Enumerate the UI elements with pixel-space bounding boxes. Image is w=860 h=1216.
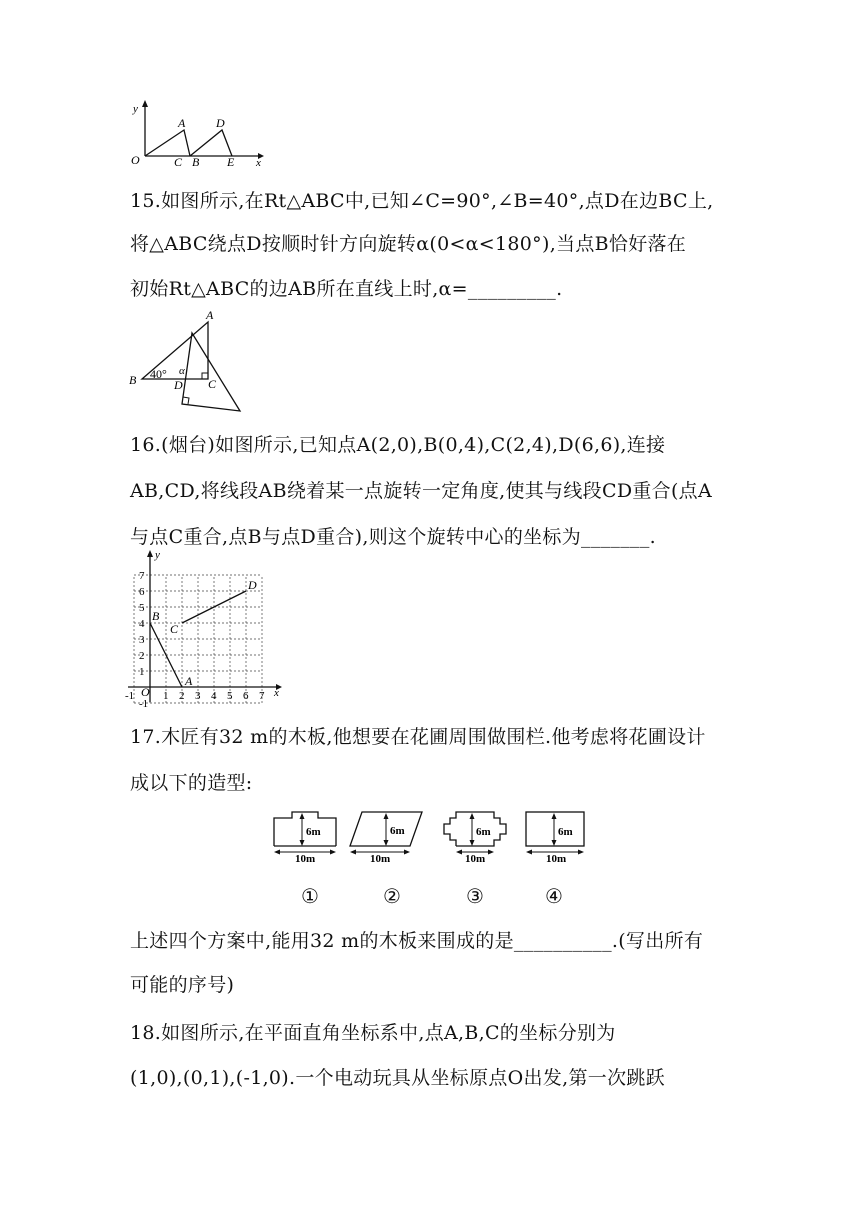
y-tick-label: 4 <box>139 618 145 630</box>
label-c: C <box>208 377 217 391</box>
q17-line-2: 成以下的造型: <box>130 772 253 794</box>
label-b: B <box>129 373 137 387</box>
q18-line-2: (1,0),(0,1),(-1,0).一个电动玩具从坐标原点O出发,第一次跳跃 <box>130 1067 665 1089</box>
q15-line-3: 初始Rt△ABC的边AB所在直线上时,α=_________. <box>130 278 563 300</box>
y-tick-label: 6 <box>139 586 145 598</box>
origin-label: O <box>141 685 150 699</box>
x-tick-label: 7 <box>259 690 265 702</box>
width-label: 10m <box>295 853 316 864</box>
shape-number-4: ④ <box>545 884 563 908</box>
shape-number-2: ② <box>383 884 401 908</box>
y-axis-label: y <box>155 549 160 561</box>
point-label-d: D <box>216 116 225 130</box>
q17-line-3: 上述四个方案中,能用32 m的木板来围成的是__________.(写出所有 <box>130 930 704 952</box>
width-label: 10m <box>370 853 391 864</box>
point-label-a: A <box>178 116 186 130</box>
height-label: 6m <box>558 826 573 838</box>
height-label: 6m <box>306 826 321 838</box>
point-label-c: C <box>170 622 179 636</box>
height-label: 6m <box>476 826 491 838</box>
alpha-label: α <box>179 365 185 377</box>
label-d: D <box>174 378 183 392</box>
y-tick-label: 3 <box>139 634 145 646</box>
origin-label: O <box>131 153 140 167</box>
x-tick-label: -1 <box>125 690 135 702</box>
point-label-c: C <box>174 155 183 168</box>
q15-line-1: 15.如图所示,在Rt△ABC中,已知∠C=90°,∠B=40°,点D在边BC上, <box>130 190 714 212</box>
q16-line-1: 16.(烟台)如图所示,已知点A(2,0),B(0,4),C(2,4),D(6,6),连接 <box>130 434 666 456</box>
coordinate-grid-q16 <box>124 548 286 708</box>
y-tick-label: 1 <box>139 666 145 678</box>
height-label: 6m <box>390 825 405 837</box>
fence-shape-2 <box>348 808 424 864</box>
x-axis-label: x <box>256 157 261 168</box>
q17-line-1: 17.木匠有32 m的木板,他想要在花圃周围做围栏.他考虑将花圃设计 <box>130 726 706 748</box>
width-label: 10m <box>546 853 567 864</box>
x-tick-label: 1 <box>163 690 169 702</box>
q15-line-2: 将△ABC绕点D按顺时针方向旋转α(0<α<180°),当点B恰好落在 <box>130 233 687 255</box>
point-label-e: E <box>227 155 235 168</box>
q16-line-3: 与点C重合,点B与点D重合),则这个旋转中心的坐标为_______. <box>130 526 656 548</box>
label-a: A <box>206 308 214 322</box>
x-axis-label: x <box>274 687 279 699</box>
x-tick-label: 3 <box>195 690 201 702</box>
fence-shape-3 <box>442 808 508 864</box>
fence-shape-1 <box>272 808 338 864</box>
point-label-b: B <box>192 155 200 168</box>
q16-line-2: AB,CD,将线段AB绕着某一点旋转一定角度,使其与线段CD重合(点A <box>130 480 712 502</box>
fence-shape-4 <box>524 808 588 864</box>
y-tick-label: 2 <box>139 650 145 662</box>
q17-line-4: 可能的序号) <box>130 974 235 996</box>
q18-line-1: 18.如图所示,在平面直角坐标系中,点A,B,C的坐标分别为 <box>130 1022 616 1044</box>
shape-number-3: ③ <box>466 884 484 908</box>
coordinate-figure-q14 <box>128 98 268 168</box>
y-tick-label: -1 <box>139 698 149 708</box>
point-label-a: A <box>185 674 193 688</box>
y-tick-label: 5 <box>139 602 145 614</box>
y-tick-label: 7 <box>139 570 145 582</box>
triangle-rotation-figure-q15 <box>126 306 250 414</box>
x-tick-label: 2 <box>179 690 185 702</box>
point-label-d: D <box>248 578 257 592</box>
x-tick-label: 6 <box>243 690 249 702</box>
point-label-b: B <box>152 609 160 623</box>
shape-number-1: ① <box>301 884 319 908</box>
x-tick-label: 4 <box>211 690 217 702</box>
y-axis-label: y <box>133 103 138 115</box>
angle-label: 40° <box>150 367 167 381</box>
x-tick-label: 5 <box>227 690 233 702</box>
width-label: 10m <box>465 853 486 864</box>
